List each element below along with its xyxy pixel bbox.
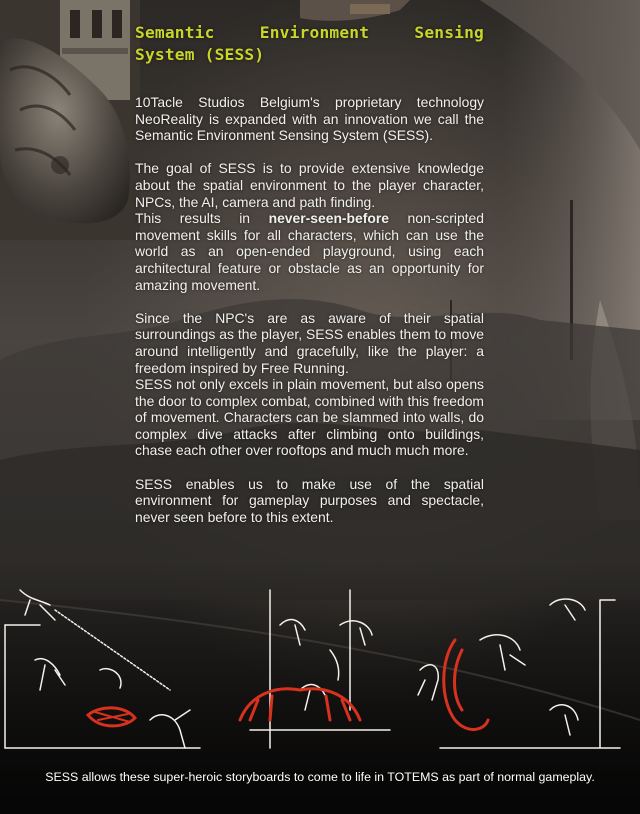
text-run: This results in [135, 210, 269, 227]
storyboard-red-burst-3 [444, 640, 488, 729]
storyboard-caption: SESS allows these super-heroic storyboards to come to life in TOTEMS as part of normal gameplay. [45, 770, 595, 784]
paragraph-text: 10Tacle Studios Belgium's proprietary technology NeoReality is expanded with an innovation we call the Semantic Environment Sensing System (SESS). [135, 94, 484, 144]
storyboard-red-burst-2 [240, 689, 360, 720]
title-line-2: System (SESS) [135, 45, 265, 64]
storyboard-sketches [0, 570, 640, 760]
article-body [135, 22, 484, 525]
article-title [135, 22, 484, 66]
paragraph-intro [135, 94, 484, 144]
paragraph-text: SESS not only excels in plain movement, but also opens the door to complex combat, combined with this freedom of movement. Characters can be slammed into walls, do complex dive attacks after climbing onto buildings, chase each other over rooftops and much much more. [135, 376, 484, 459]
title-line-1: Semantic Environment Sensing [135, 23, 484, 42]
paragraph-text: SESS enables us to make use of the spatial environment for gameplay purposes and spectacle, never seen before to this extent. [135, 475, 484, 525]
storyboard-panel-3 [418, 599, 620, 748]
storyboard-red-burst-1 [88, 708, 135, 726]
text-run: non-scripted movement skills for all characters, which can use the world as an open-ended playground, using each architectural feature or obstacle as an opportunity for amazing movement. [135, 210, 484, 293]
paragraph-npc [135, 310, 484, 459]
storyboard-panel-2 [250, 590, 390, 748]
paragraph-text: Since the NPC's are as aware of their spatial surroundings as the player, SESS enables them to move around intelligently and gracefully, like the player: a freedom inspired by Free Running. [135, 309, 484, 376]
paragraph-goal [135, 160, 484, 293]
emphasis-text: never-seen-before [268, 210, 390, 227]
paragraph-text: The goal of SESS is to provide extensive knowledge about the spatial environment to the player character, NPCs, the AI, camera and path finding. [135, 160, 484, 210]
paragraph-text [135, 210, 484, 293]
paragraph-closing [135, 476, 484, 526]
